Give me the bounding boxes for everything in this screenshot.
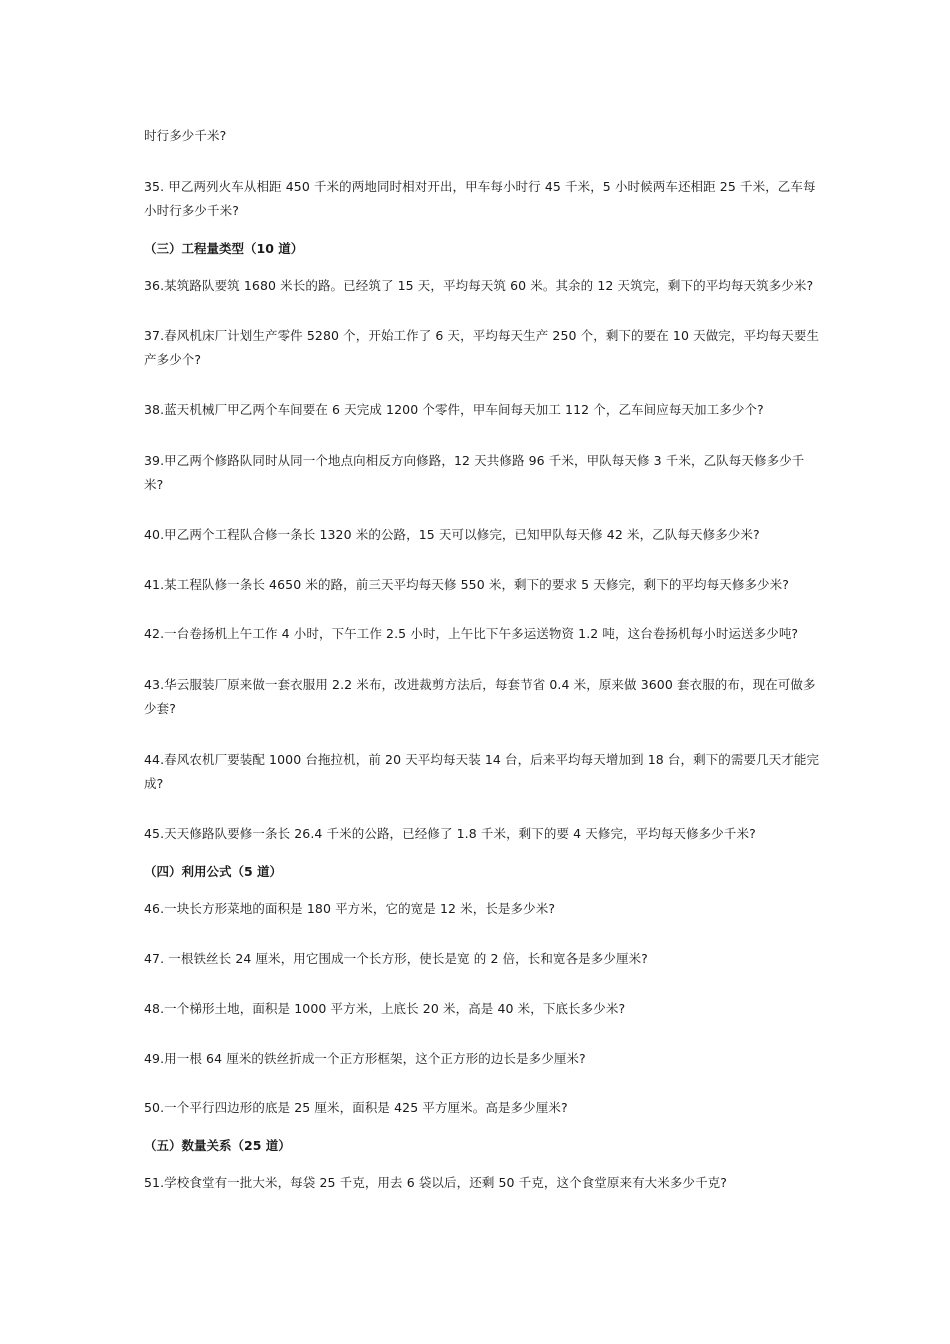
problem-38: 38.蓝天机械厂甲乙两个车间要在 6 天完成 1200 个零件，甲车间每天加工 112 个，乙车间应每天加工多少个? [144,402,764,417]
problem-35-line-2: 小时行多少千米? [144,203,239,218]
problem-34-continuation: 时行多少千米? [144,128,227,143]
problem-37-line-1: 37.春风机床厂计划生产零件 5280 个，开始工作了 6 天，平均每天生产 250 个，剩下的要在 10 天做完，平均每天要生 [144,328,820,343]
problem-49: 49.用一根 64 厘米的铁丝折成一个正方形框架，这个正方形的边长是多少厘米? [144,1051,586,1066]
problem-44-line-1: 44.春风农机厂要装配 1000 台拖拉机，前 20 天平均每天装 14 台，后来平均每天增加到 18 台，剩下的需要几天才能完 [144,752,820,767]
problem-43-line-1: 43.华云服装厂原来做一套衣服用 2.2 米布，改进裁剪方法后，每套节省 0.4 米，原来做 3600 套衣服的布，现在可做多 [144,677,816,692]
problem-35-line-1: 35. 甲乙两列火车从相距 450 千米的两地同时相对开出，甲车每小时行 45 千米，5 小时候两车还相距 25 千米，乙车每 [144,179,816,194]
problem-45: 45.天天修路队要修一条长 26.4 千米的公路，已经修了 1.8 千米，剩下的要 4 天修完，平均每天修多少千米? [144,826,756,841]
problem-43-line-2: 少套? [144,701,176,716]
problem-47: 47. 一根铁丝长 24 厘米，用它围成一个长方形，使长是宽 的 2 倍，长和宽各是多少厘米? [144,951,648,966]
problem-39-line-2: 米? [144,477,164,492]
section-heading-quantity: （五）数量关系（25 道） [144,1138,291,1153]
problem-50: 50.一个平行四边形的底是 25 厘米，面积是 425 平方厘米。高是多少厘米? [144,1100,568,1115]
problem-42: 42.一台卷扬机上午工作 4 小时，下午工作 2.5 小时，上午比下午多运送物资 1.2 吨，这台卷扬机每小时运送多少吨? [144,626,799,641]
problem-40: 40.甲乙两个工程队合修一条长 1320 米的公路，15 天可以修完，已知甲队每天修 42 米，乙队每天修多少米? [144,527,760,542]
problem-44-line-2: 成? [144,776,164,791]
problem-37-line-2: 产多少个? [144,352,202,367]
problem-46: 46.一块长方形菜地的面积是 180 平方米，它的宽是 12 米，长是多少米? [144,901,556,916]
problem-51: 51.学校食堂有一批大米，每袋 25 千克，用去 6 袋以后，还剩 50 千克，这个食堂原来有大米多少千克? [144,1175,728,1190]
problem-39-line-1: 39.甲乙两个修路队同时从同一个地点向相反方向修路，12 天共修路 96 千米，甲队每天修 3 千米，乙队每天修多少千 [144,453,805,468]
problem-48: 48.一个梯形土地，面积是 1000 平方米，上底长 20 米，高是 40 米，下底长多少米? [144,1001,626,1016]
section-heading-formula: （四）利用公式（5 道） [144,864,283,879]
problem-41: 41.某工程队修一条长 4650 米的路，前三天平均每天修 550 米，剩下的要求 5 天修完，剩下的平均每天修多少米? [144,577,789,592]
section-heading-engineering: （三）工程量类型（10 道） [144,241,304,256]
problem-36: 36.某筑路队要筑 1680 米长的路。已经筑了 15 天，平均每天筑 60 米。其余的 12 天筑完，剩下的平均每天筑多少米? [144,278,814,293]
